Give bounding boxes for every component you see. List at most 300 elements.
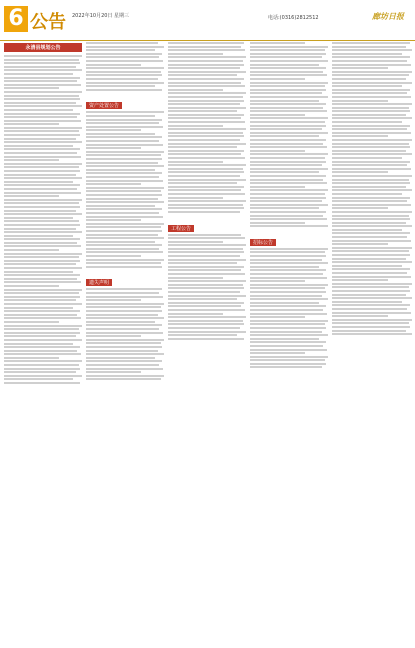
text-line — [250, 161, 326, 163]
text-line — [332, 193, 402, 195]
text-line — [168, 82, 241, 84]
text-line — [4, 199, 82, 201]
text-line — [86, 303, 164, 305]
text-line — [332, 71, 412, 73]
text-line — [332, 236, 407, 238]
dateline: 2022年10月20日 星期三 — [72, 13, 130, 19]
text-line — [168, 248, 243, 250]
text-line — [250, 143, 323, 145]
text-line — [86, 292, 159, 294]
text-line — [168, 323, 244, 325]
text-line — [4, 138, 76, 140]
text-line — [4, 192, 81, 194]
text-line — [86, 183, 141, 185]
text-line — [86, 339, 164, 341]
text-line — [4, 378, 73, 380]
text-line — [168, 295, 246, 297]
text-line — [168, 60, 243, 62]
text-line — [168, 46, 241, 48]
text-line — [86, 259, 164, 261]
contact-info: 电话:(0316)2812512 — [268, 15, 319, 21]
text-line — [86, 328, 159, 330]
text-line — [4, 245, 81, 247]
text-line — [168, 259, 246, 261]
text-line — [168, 153, 241, 155]
text-line — [168, 49, 245, 51]
page-number: 6 — [4, 6, 28, 32]
text-line — [250, 262, 328, 264]
text-line — [86, 212, 159, 214]
text-line — [250, 218, 327, 220]
text-line — [250, 316, 305, 318]
text-line — [4, 159, 59, 161]
text-line — [86, 266, 162, 268]
text-line — [250, 114, 305, 116]
text-line — [168, 284, 243, 286]
text-line — [168, 121, 245, 123]
text-line — [250, 313, 327, 315]
text-line — [332, 74, 409, 76]
text-line — [250, 280, 305, 282]
text-line — [168, 85, 245, 87]
text-line — [332, 222, 406, 224]
text-line — [332, 200, 407, 202]
text-line — [250, 251, 325, 253]
text-line — [4, 73, 73, 75]
text-line — [250, 46, 328, 48]
category-label: 招标公告 — [250, 239, 276, 246]
text-line — [4, 296, 80, 298]
text-line — [168, 197, 223, 199]
text-line — [168, 237, 245, 239]
text-line — [4, 95, 79, 97]
text-line — [168, 42, 244, 44]
text-line — [332, 78, 406, 80]
text-line — [332, 103, 412, 105]
text-line — [4, 325, 82, 327]
text-line — [168, 204, 243, 206]
text-line — [250, 186, 305, 188]
text-line — [250, 67, 326, 69]
text-line — [4, 317, 81, 319]
text-line — [168, 132, 243, 134]
text-line — [4, 253, 82, 255]
text-line — [332, 153, 412, 155]
text-line — [250, 298, 328, 300]
text-line — [250, 110, 327, 112]
text-line — [332, 276, 411, 278]
text-line — [168, 96, 243, 98]
text-line — [86, 299, 141, 301]
text-line — [332, 164, 407, 166]
text-line — [4, 364, 79, 366]
text-line — [4, 292, 79, 294]
text-line — [332, 117, 412, 119]
text-line — [332, 143, 409, 145]
text-line — [332, 286, 409, 288]
text-line — [250, 302, 319, 304]
text-line — [86, 187, 164, 189]
text-line — [332, 211, 412, 213]
text-line — [332, 229, 402, 231]
text-line — [168, 92, 246, 94]
text-line — [4, 289, 82, 291]
text-line — [86, 158, 162, 160]
text-line — [168, 305, 241, 307]
text-line — [4, 98, 80, 100]
text-line — [168, 56, 246, 58]
text-line — [250, 345, 323, 347]
text-line — [4, 145, 73, 147]
text-line — [86, 306, 161, 308]
text-line — [168, 320, 243, 322]
text-line — [86, 85, 155, 87]
text-line — [4, 59, 79, 61]
text-line — [250, 295, 322, 297]
text-line — [4, 105, 82, 107]
text-line — [4, 299, 76, 301]
text-line — [4, 217, 73, 219]
text-line — [168, 179, 246, 181]
text-line — [332, 82, 412, 84]
text-line — [4, 127, 82, 129]
category-label: 资产处置公告 — [86, 102, 122, 109]
text-line — [86, 129, 141, 131]
text-line — [250, 128, 322, 130]
text-line — [4, 177, 82, 179]
text-line — [4, 339, 82, 341]
text-line — [168, 234, 241, 236]
text-line — [4, 156, 81, 158]
text-line — [168, 78, 244, 80]
text-line — [332, 92, 407, 94]
text-line — [4, 256, 79, 258]
text-line — [4, 371, 76, 373]
text-line — [332, 114, 406, 116]
text-line — [332, 197, 410, 199]
text-line — [4, 274, 80, 276]
text-line — [86, 74, 162, 76]
text-line — [250, 349, 327, 351]
text-line — [86, 115, 155, 117]
text-line — [86, 346, 162, 348]
text-line — [332, 128, 407, 130]
column-5 — [332, 42, 412, 642]
text-line — [86, 49, 155, 51]
text-line — [250, 85, 325, 87]
text-line — [86, 360, 162, 362]
text-line — [168, 273, 245, 275]
page-header — [0, 0, 415, 41]
text-line — [332, 279, 388, 281]
text-line — [250, 323, 325, 325]
text-line — [250, 225, 328, 227]
text-line — [332, 326, 410, 328]
text-line — [4, 148, 80, 150]
text-line — [250, 327, 326, 329]
text-line — [168, 331, 246, 333]
text-line — [168, 316, 246, 318]
text-line — [168, 251, 244, 253]
text-line — [250, 189, 328, 191]
text-line — [250, 74, 327, 76]
text-line — [86, 335, 141, 337]
text-line — [332, 60, 407, 62]
text-line — [332, 290, 410, 292]
text-line — [86, 223, 164, 225]
text-line — [168, 241, 223, 243]
text-line — [332, 330, 406, 332]
text-line — [86, 172, 162, 174]
text-line — [168, 175, 240, 177]
text-line — [4, 174, 76, 176]
text-line — [250, 334, 328, 336]
text-line — [332, 67, 388, 69]
text-line — [86, 378, 161, 380]
text-line — [4, 113, 80, 115]
text-line — [332, 315, 388, 317]
text-line — [4, 310, 80, 312]
text-line — [86, 375, 164, 377]
text-line — [4, 281, 81, 283]
text-line — [168, 150, 244, 152]
text-line — [332, 189, 412, 191]
text-line — [250, 89, 326, 91]
text-line — [86, 216, 163, 218]
text-line — [4, 353, 81, 355]
text-line — [4, 260, 80, 262]
text-line — [250, 117, 328, 119]
column-2 — [86, 42, 164, 642]
text-line — [332, 168, 411, 170]
text-line — [332, 107, 409, 109]
text-line — [250, 121, 325, 123]
text-line — [86, 67, 164, 69]
text-line — [86, 89, 162, 91]
text-line — [332, 322, 409, 324]
masthead-logo: 廊坊日报 — [372, 11, 404, 21]
text-line — [86, 226, 161, 228]
text-line — [86, 262, 161, 264]
text-line — [332, 121, 402, 123]
text-line — [4, 321, 59, 323]
text-line — [168, 171, 244, 173]
text-line — [168, 244, 246, 246]
text-line — [250, 164, 322, 166]
text-line — [168, 186, 244, 188]
text-line — [250, 182, 327, 184]
text-line — [4, 328, 79, 330]
text-line — [86, 119, 162, 121]
text-line — [332, 243, 388, 245]
text-line — [250, 291, 326, 293]
text-line — [4, 303, 82, 305]
text-line — [250, 71, 323, 73]
column-3 — [168, 42, 246, 642]
text-line — [4, 235, 73, 237]
text-line — [168, 266, 244, 268]
text-line — [168, 53, 223, 55]
text-line — [250, 222, 305, 224]
text-line — [168, 71, 246, 73]
text-line — [332, 301, 402, 303]
text-line — [168, 291, 240, 293]
text-line — [332, 294, 406, 296]
text-line — [4, 184, 80, 186]
text-line — [250, 56, 322, 58]
text-line — [86, 371, 141, 373]
text-line — [332, 265, 402, 267]
text-line — [4, 343, 73, 345]
text-line — [250, 259, 322, 261]
text-line — [4, 357, 59, 359]
text-line — [332, 207, 388, 209]
text-line — [86, 205, 155, 207]
text-line — [4, 134, 80, 136]
text-line — [86, 136, 162, 138]
text-line — [4, 335, 76, 337]
text-line — [250, 82, 328, 84]
text-line — [4, 141, 82, 143]
text-line — [86, 64, 141, 66]
text-line — [86, 234, 158, 236]
text-line — [86, 42, 158, 44]
text-line — [250, 255, 326, 257]
text-line — [332, 85, 402, 87]
text-line — [4, 87, 59, 89]
text-line — [4, 62, 80, 64]
text-line — [86, 368, 163, 370]
text-line — [332, 182, 410, 184]
text-line — [332, 49, 412, 51]
text-line — [250, 49, 325, 51]
text-line — [4, 80, 77, 82]
text-line — [250, 309, 323, 311]
text-line — [86, 126, 163, 128]
text-line — [332, 272, 407, 274]
text-line — [332, 96, 411, 98]
text-line — [4, 120, 81, 122]
text-line — [332, 304, 410, 306]
text-line — [86, 357, 155, 359]
text-line — [86, 165, 164, 167]
text-line — [332, 125, 410, 127]
text-line — [4, 69, 82, 71]
text-line — [332, 186, 406, 188]
text-line — [168, 334, 237, 336]
text-line — [250, 171, 319, 173]
text-line — [250, 135, 319, 137]
text-line — [332, 56, 410, 58]
text-line — [4, 307, 73, 309]
text-line — [250, 341, 326, 343]
text-line — [4, 55, 82, 57]
text-line — [250, 352, 305, 354]
text-line — [4, 220, 79, 222]
text-line — [332, 225, 412, 227]
text-line — [168, 89, 223, 91]
text-line — [86, 317, 164, 319]
text-line — [86, 111, 164, 113]
text-line — [4, 360, 82, 362]
text-line — [86, 71, 161, 73]
text-line — [4, 152, 77, 154]
text-line — [168, 298, 237, 300]
text-line — [86, 219, 141, 221]
text-line — [168, 157, 245, 159]
text-line — [332, 268, 410, 270]
text-line — [4, 285, 59, 287]
text-line — [168, 117, 241, 119]
text-line — [4, 188, 77, 190]
text-line — [250, 277, 327, 279]
text-line — [4, 195, 59, 197]
text-line — [332, 254, 410, 256]
text-line — [168, 327, 240, 329]
text-line — [4, 332, 80, 334]
text-line — [332, 258, 406, 260]
text-line — [250, 157, 325, 159]
text-line — [168, 168, 243, 170]
text-line — [86, 241, 155, 243]
text-line — [4, 278, 77, 280]
text-line — [86, 230, 162, 232]
text-line — [332, 250, 409, 252]
text-line — [168, 161, 223, 163]
text-line — [250, 53, 326, 55]
text-line — [332, 240, 411, 242]
text-line — [4, 210, 76, 212]
text-line — [250, 287, 325, 289]
text-line — [168, 103, 240, 105]
text-line — [332, 135, 388, 137]
text-line — [4, 84, 81, 86]
text-line — [250, 193, 325, 195]
text-line — [86, 237, 164, 239]
text-line — [250, 248, 328, 250]
text-line — [168, 146, 237, 148]
text-line — [250, 305, 326, 307]
text-line — [86, 244, 162, 246]
text-line — [86, 162, 158, 164]
text-line — [4, 102, 76, 104]
text-line — [250, 146, 327, 148]
text-line — [4, 166, 79, 168]
text-line — [86, 353, 164, 355]
text-line — [4, 206, 80, 208]
text-line — [250, 42, 305, 44]
text-line — [4, 181, 73, 183]
text-line — [86, 255, 141, 257]
text-line — [4, 346, 80, 348]
text-line — [4, 314, 77, 316]
text-line — [4, 249, 59, 251]
text-line — [250, 211, 326, 213]
text-line — [168, 269, 241, 271]
text-line — [250, 64, 319, 66]
text-line — [4, 170, 80, 172]
text-line — [168, 64, 244, 66]
text-line — [4, 368, 80, 370]
text-line — [332, 308, 407, 310]
text-line — [332, 150, 406, 152]
text-line — [4, 109, 73, 111]
text-line — [4, 66, 76, 68]
text-line — [86, 296, 163, 298]
text-line — [4, 77, 80, 79]
text-line — [332, 157, 402, 159]
text-line — [168, 302, 244, 304]
